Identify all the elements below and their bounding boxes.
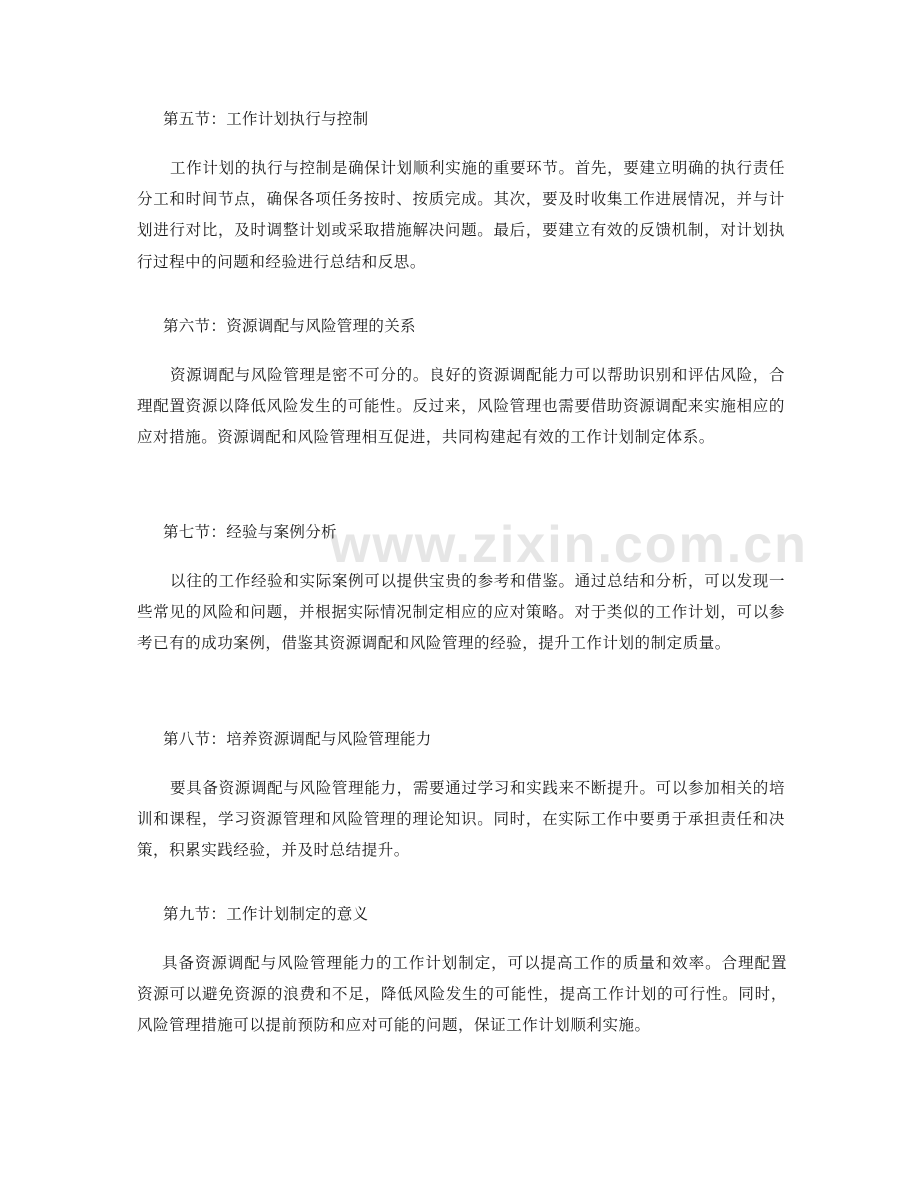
section-8-body: 要具备资源调配与风险管理能力，需要通过学习和实践来不断提升。可以参加相关的培训和课程，学习资源管理和风险管理的理论知识。同时，在实际工作中要勇于承担责任和决策，积累实践经验，并及时总结提升。 (137, 779, 785, 860)
section-9-body: 具备资源调配与风险管理能力的工作计划制定，可以提高工作的质量和效率。合理配置资源可以避免资源的浪费和不足，降低风险发生的可能性，提高工作计划的可行性。同时，风险管理措施可以提前预防和应对可能的问题，保证工作计划顺利实施。 (137, 954, 787, 1035)
section-7-body: 以往的工作经验和实际案例可以提供宝贵的参考和借鉴。通过总结和分析，可以发现一些常见的风险和问题，并根据实际情况制定相应的应对策略。对于类似的工作计划，可以参考已有的成功案例，借鉴其资源调配和风险管理的经验，提升工作计划的制定质量。 (137, 572, 785, 653)
section-5-body: 工作计划的执行与控制是确保计划顺利实施的重要环节。首先，要建立明确的执行责任分工和时间节点，确保各项任务按时、按质完成。其次，要及时收集工作进展情况，并与计划进行对比，及时调整计划或采取措施解决问题。最后，要建立有效的反馈机制，对计划执行过程中的问题和经验进行总结和反思。 (137, 159, 785, 271)
section-6-body: 资源调配与风险管理是密不可分的。良好的资源调配能力可以帮助识别和评估风险，合理配置资源以降低风险发生的可能性。反过来，风险管理也需要借助资源调配来实施相应的应对措施。资源调配和风险管理相互促进，共同构建起有效的工作计划制定体系。 (137, 366, 785, 447)
section-5-heading: 第五节：工作计划执行与控制 (163, 110, 369, 128)
section-8-heading: 第八节：培养资源调配与风险管理能力 (163, 730, 432, 748)
watermark: www.zixin.com.cn (330, 516, 808, 574)
section-9-heading: 第九节：工作计划制定的意义 (163, 905, 369, 923)
section-6-heading: 第六节：资源调配与风险管理的关系 (163, 317, 416, 335)
section-7-heading: 第七节：经验与案例分析 (163, 523, 337, 541)
